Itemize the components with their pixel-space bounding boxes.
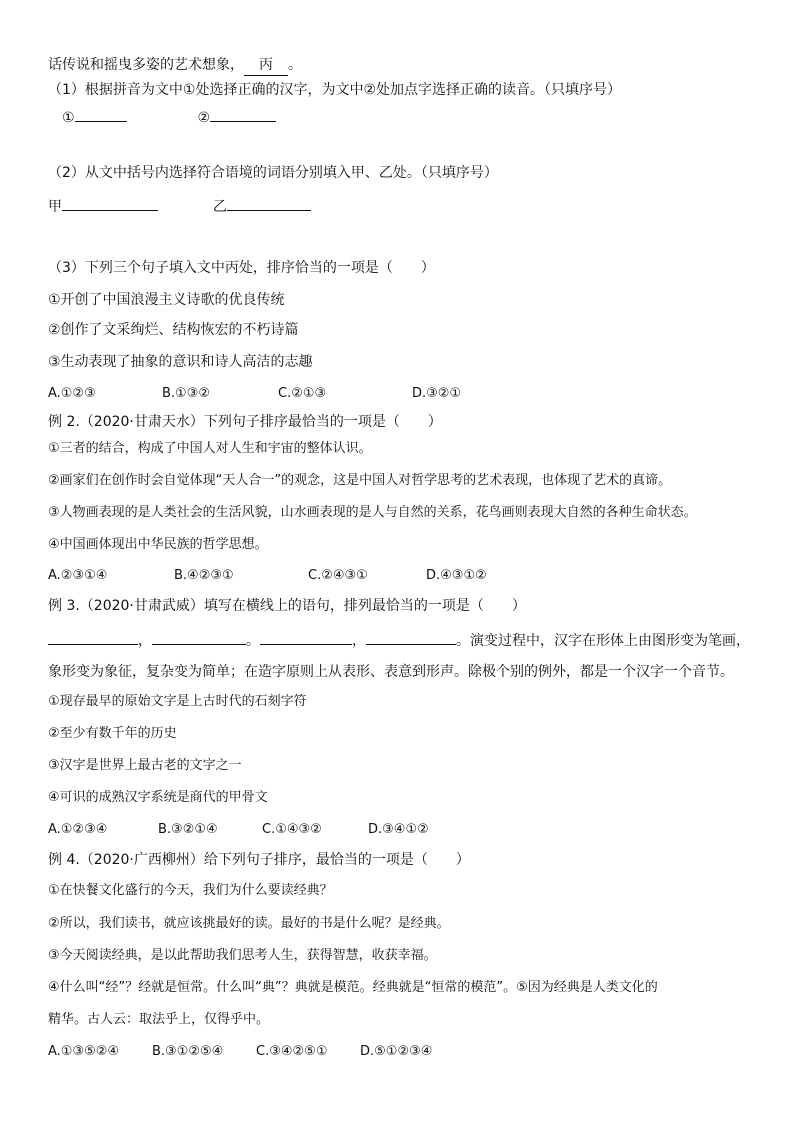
option-c[interactable]: C.②①③ <box>278 386 327 401</box>
option-a[interactable]: A.①②③④ <box>48 822 108 837</box>
ex4-item-4-cont: 精华。古人云：取法乎上，仅得乎中。 <box>48 1012 270 1027</box>
answer-blank-2[interactable] <box>210 107 276 122</box>
option-d[interactable]: D.③②① <box>412 386 462 401</box>
ex3-item-4: ④可识的成熟汉字系统是商代的甲骨文 <box>48 790 268 805</box>
ex4-title: 例 4.（2020·广西柳州）给下列句子排序，最恰当的一项是（ ） <box>48 852 470 868</box>
q2-answer-line: 甲 乙 <box>48 196 754 217</box>
intro-text: 话传说和摇曳多姿的艺术想象， <box>48 57 244 73</box>
q3-item-3: ③生动表现了抽象的意识和诗人高洁的志趣 <box>48 354 313 370</box>
ex3-options <box>48 820 754 840</box>
ex4-item-3: ③今天阅读经典，是以此帮助我们思考人生，获得智慧，收获幸福。 <box>48 948 437 963</box>
q3-options <box>48 384 754 404</box>
fill-blank-1[interactable] <box>48 630 138 645</box>
ex2-title: 例 2.（2020·甘肃天水）下列句子排序最恰当的一项是（ ） <box>48 414 442 430</box>
ex3-passage: 象形变为象征，复杂变为简单；在造字原则上从表形、表意到形声。除极个别的例外，都是一个汉字一个音节。 <box>48 664 734 680</box>
ex3-item-2: ②至少有数千年的历史 <box>48 726 177 741</box>
option-d[interactable]: D.④③①② <box>426 568 487 583</box>
fill-blank-4[interactable] <box>366 630 456 645</box>
option-c[interactable]: C.①④③② <box>262 822 322 837</box>
fill-blank-3[interactable] <box>260 630 352 645</box>
option-b[interactable]: B.④②③① <box>174 568 234 583</box>
ex3-item-1: ①现存最早的原始文字是上古时代的石刻字符 <box>48 694 307 709</box>
option-d[interactable]: D.③④①② <box>368 822 429 837</box>
option-d[interactable]: D.⑤①②③④ <box>360 1044 433 1059</box>
ex2-item-3: ③人物画表现的是人类社会的生活风貌，山水画表现的是人与自然的关系，花鸟画则表现大自然的各种生命状态。 <box>48 505 697 520</box>
q1-question: （1）根据拼音为文中①处选择正确的汉字，为文中②处加点字选择正确的读音。（只填序号） <box>48 82 622 98</box>
ex3-blanks-line: ， 。 ， 。演变过程中，汉字在形体上由图形变为笔画， <box>48 630 754 651</box>
option-c[interactable]: C.②④③① <box>308 568 368 583</box>
blank-bing: 丙 <box>244 55 288 76</box>
answer-blank-1[interactable] <box>75 107 127 122</box>
ex4-item-4: ④什么叫“经”？经就是恒常。什么叫“典”？典就是模范。经典就是“恒常的模范”。⑤因为经典是人类文化的 <box>48 980 658 995</box>
ex4-item-1: ①在快餐文化盛行的今天，我们为什么要读经典？ <box>48 883 333 898</box>
ex2-item-1: ①三者的结合，构成了中国人对人生和宇宙的整体认识。 <box>48 441 372 456</box>
answer-blank-yi[interactable] <box>227 196 311 211</box>
fill-blank-2[interactable] <box>152 630 246 645</box>
option-b[interactable]: B.①③② <box>162 386 211 401</box>
option-a[interactable]: A.①③⑤②④ <box>48 1044 120 1059</box>
ex2-item-4: ④中国画体现出中华民族的哲学思想。 <box>48 537 268 552</box>
ex2-item-2: ②画家们在创作时会自觉体现“天人合一”的观念，这是中国人对哲学思考的艺术表现，也体现了艺术的真谛。 <box>48 473 672 488</box>
ex2-options <box>48 566 754 586</box>
q2-question: （2）从文中括号内选择符合语境的词语分别填入甲、乙处。（只填序号） <box>48 165 498 181</box>
q3-item-2: ②创作了文采绚烂、结构恢宏的不朽诗篇 <box>48 322 299 338</box>
ex4-options <box>48 1042 754 1062</box>
option-b[interactable]: B.③②①④ <box>158 822 218 837</box>
q3-question: （3）下列三个句子填入文中丙处，排序恰当的一项是（ ） <box>48 260 435 276</box>
q3-item-1: ①开创了中国浪漫主义诗歌的优良传统 <box>48 292 285 308</box>
ex3-item-3: ③汉字是世界上最古老的文字之一 <box>48 758 242 773</box>
q1-answer-line: ① ② <box>62 107 754 128</box>
option-a[interactable]: A.①②③ <box>48 386 96 401</box>
option-a[interactable]: A.②③①④ <box>48 568 108 583</box>
ex4-item-2: ②所以，我们读书，就应该挑最好的读。最好的书是什么呢？是经典。 <box>48 916 450 931</box>
intro-line: 话传说和摇曳多姿的艺术想象， 丙 。 <box>48 55 754 76</box>
answer-blank-jia[interactable] <box>62 196 158 211</box>
option-c[interactable]: C.③④②⑤① <box>256 1044 328 1059</box>
ex3-title: 例 3.（2020·甘肃武威）填写在横线上的语句，排列最恰当的一项是（ ） <box>48 598 526 614</box>
option-b[interactable]: B.③①②⑤④ <box>152 1044 224 1059</box>
